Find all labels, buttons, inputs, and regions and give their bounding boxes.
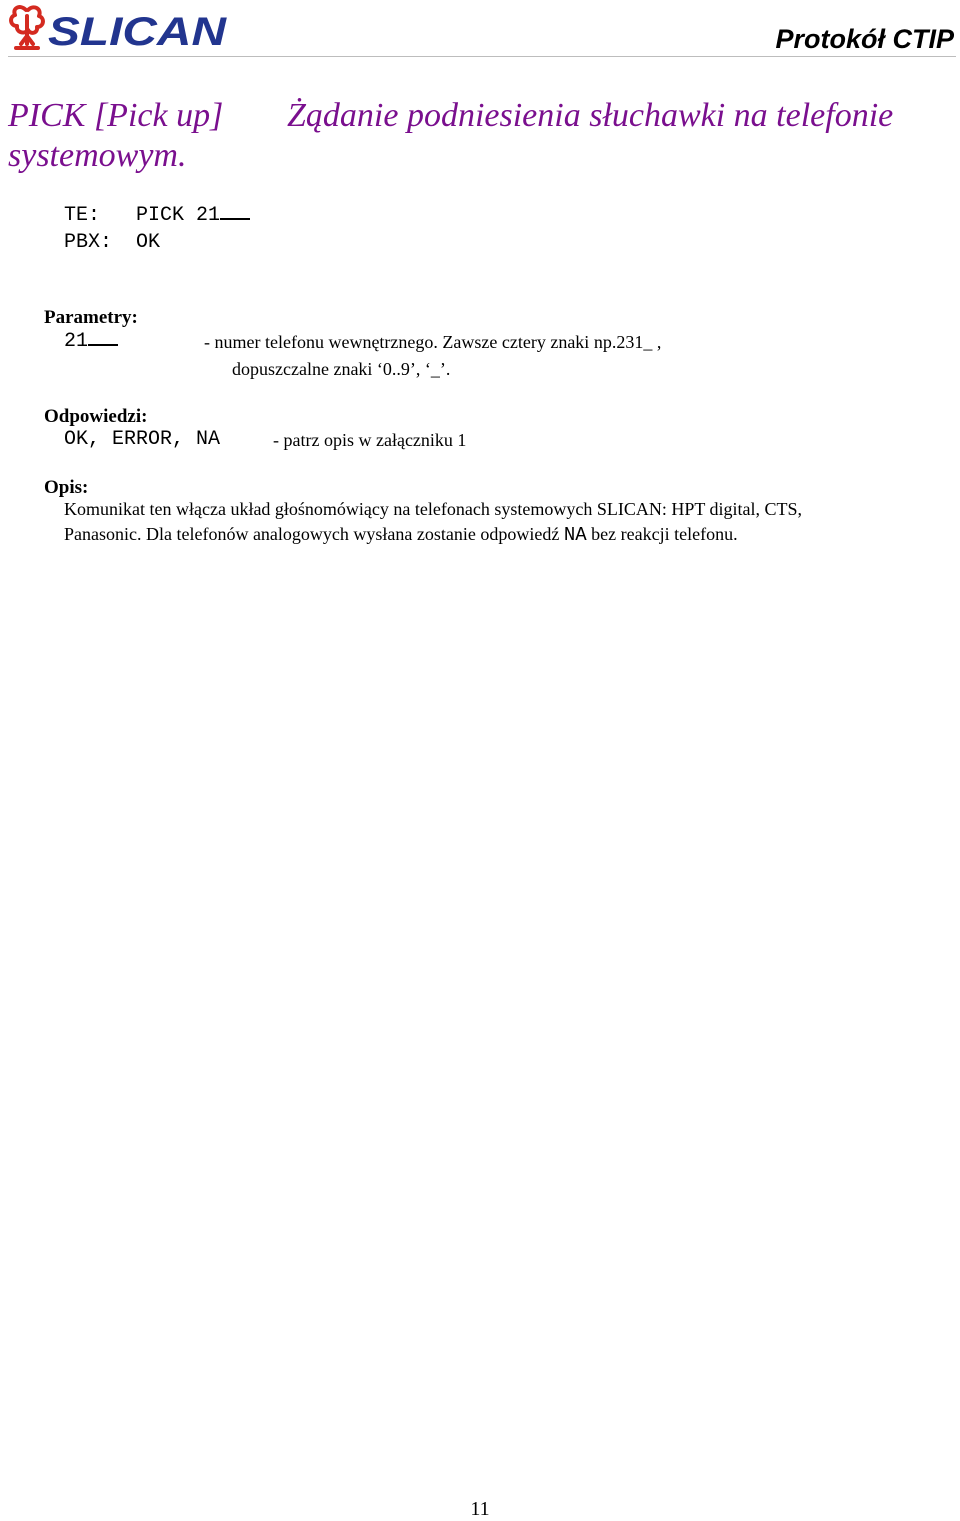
param-name	[64, 330, 118, 353]
logo-wordmark: SLICAN	[48, 10, 228, 54]
command-name: PICK [Pick up]	[8, 97, 224, 134]
response-values: OK, ERROR, NA	[64, 428, 221, 451]
command-description: Żądanie podniesienia słuchawki na telefonie	[287, 97, 894, 134]
responses-label: Odpowiedzi:	[44, 406, 148, 427]
param-name-text: 21	[64, 330, 89, 353]
pbx-label: PBX:	[64, 231, 113, 254]
params-label: Parametry:	[44, 307, 138, 328]
header-title: Protokół CTIP	[775, 24, 954, 54]
description-line-2-start: Panasonic. Dla telefonów analogowych wysłana zostanie odpowiedź	[64, 524, 560, 544]
slican-logo	[8, 2, 228, 54]
slican-logo-graphic	[8, 2, 228, 54]
page-number: 11	[470, 1498, 490, 1520]
param-description: - numer telefonu wewnętrznego. Zawsze cztery znaki np.231_ ,	[204, 332, 662, 352]
response-description: - patrz opis w załączniku 1	[273, 430, 467, 450]
te-label: TE:	[64, 204, 101, 227]
header-divider	[8, 56, 956, 57]
description-line-2	[64, 524, 738, 546]
pbx-response: OK	[136, 231, 161, 254]
te-command-text: PICK 21	[136, 204, 221, 227]
description-label: Opis:	[44, 477, 89, 498]
description-line-2-end: bez reakcji telefonu.	[591, 524, 738, 544]
description-code-na: NA	[563, 524, 587, 546]
te-command	[136, 204, 250, 227]
placeholder-underscores	[220, 204, 250, 220]
command-description-continued: systemowym.	[8, 137, 187, 174]
param-placeholder-underscores	[88, 330, 118, 346]
param-allowed-chars: dopuszczalne znaki ‘0..9’, ‘_’.	[232, 359, 451, 379]
description-line-1: Komunikat ten włącza układ głośnomówiący na telefonach systemowych SLICAN: HPT digital, CTS,	[64, 499, 803, 519]
